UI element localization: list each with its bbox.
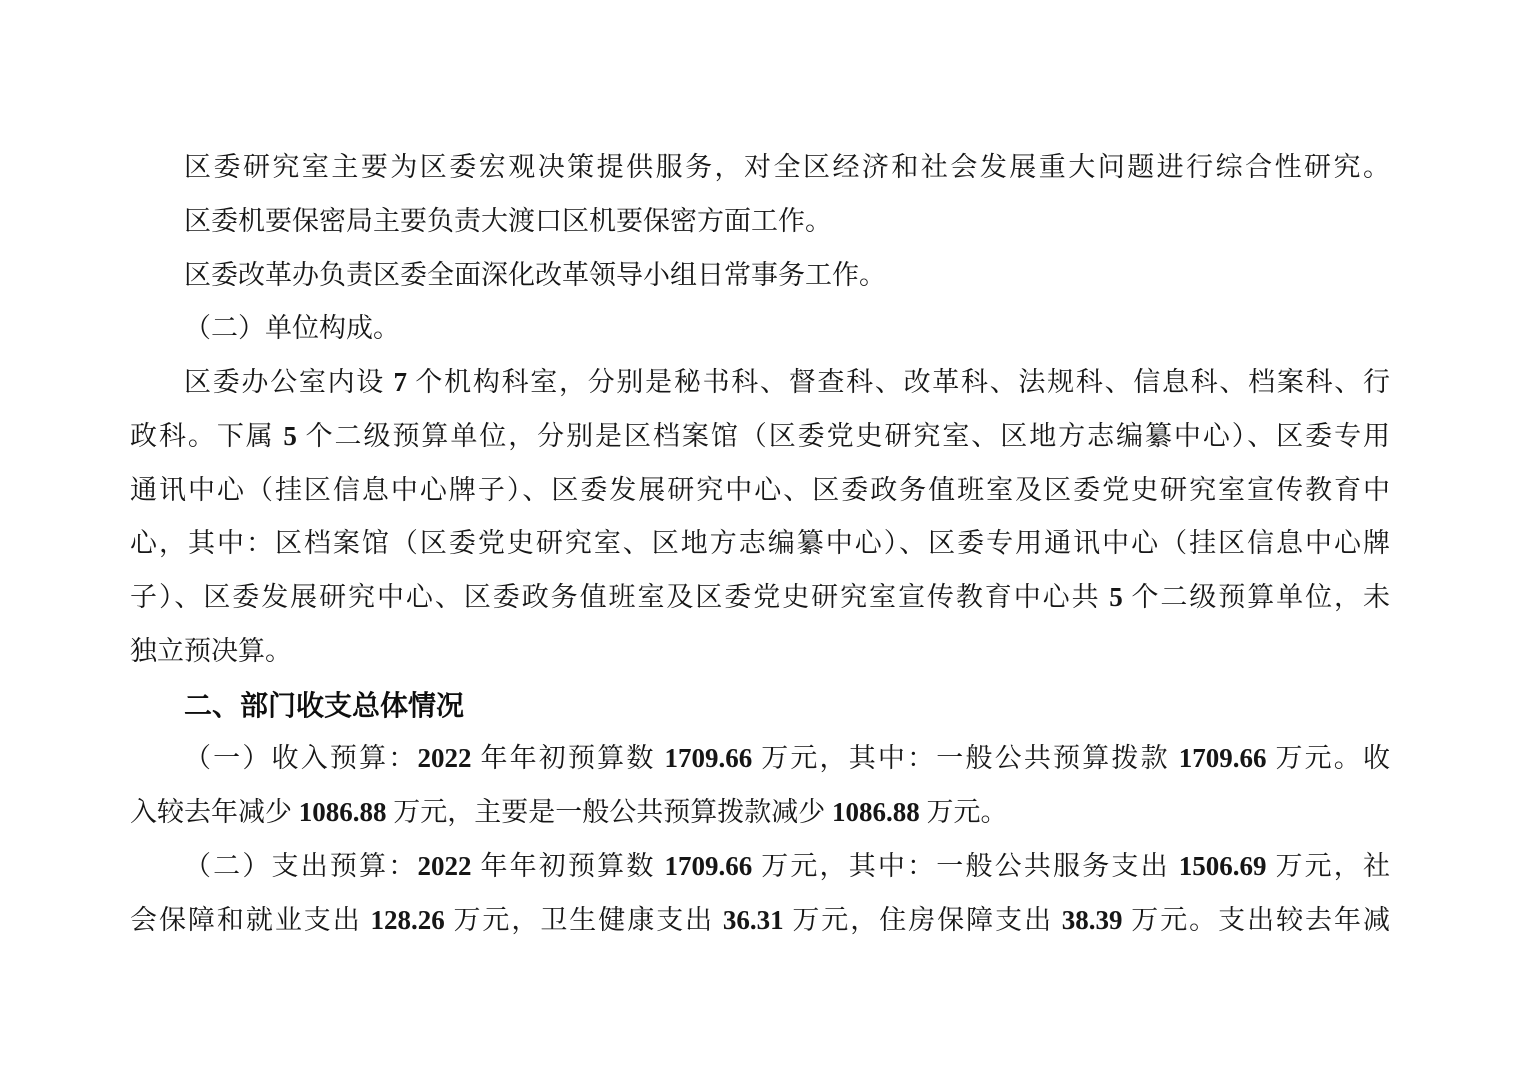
paragraph-line: 子）、区委发展研究中心、区委政务值班室及区委党史研究室宣传教育中心共 5 个二级预算单位，未	[130, 582, 1390, 612]
paragraph-line: 政科。下属 5 个二级预算单位，分别是区档案馆（区委党史研究室、区地方志编纂中心）、区委专用	[130, 420, 1390, 451]
paragraph-line: 心，其中：区档案馆（区委党史研究室、区地方志编纂中心）、区委专用通讯中心（挂区信息中心牌	[130, 528, 1390, 559]
paragraph-line: 独立预决算。	[130, 635, 292, 666]
paragraph-line: （二）单位构成。	[184, 313, 400, 344]
paragraph-line: （二）支出预算：2022 年年初预算数 1709.66 万元，其中：一般公共服务支出 1506.69 万元，社	[184, 850, 1390, 881]
paragraph-line: （一）收入预算：2022 年年初预算数 1709.66 万元，其中：一般公共预算拨款 1709.66 万元。收	[184, 743, 1390, 774]
paragraph-line: 区委改革办负责区委全面深化改革领导小组日常事务工作。	[184, 259, 886, 290]
paragraph-line: 会保障和就业支出 128.26 万元，卫生健康支出 36.31 万元，住房保障支出 38.39 万元。支出较去年减	[130, 904, 1390, 935]
paragraph-line: 通讯中心（挂区信息中心牌子）、区委发展研究中心、区委政务值班室及区委党史研究室宣传教育中	[130, 474, 1390, 505]
document-body	[130, 141, 1390, 947]
paragraph-line: 入较去年减少 1086.88 万元，主要是一般公共预算拨款减少 1086.88 万元。	[130, 797, 1008, 827]
section-heading: 二、部门收支总体情况	[184, 689, 465, 721]
paragraph-line: 区委研究室主要为区委宏观决策提供服务，对全区经济和社会发展重大问题进行综合性研究。	[184, 152, 1390, 182]
paragraph-line: 区委办公室内设 7 个机构科室，分别是秘书科、督查科、改革科、法规科、信息科、档案科、行	[184, 367, 1390, 397]
paragraph-line: 区委机要保密局主要负责大渡口区机要保密方面工作。	[184, 205, 832, 236]
